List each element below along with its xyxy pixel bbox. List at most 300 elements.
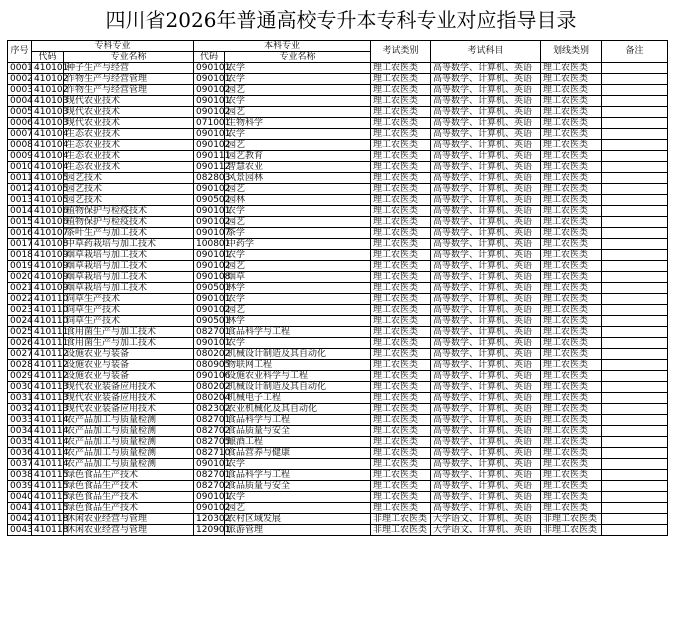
- zhuanke-code-cell: 410107: [32, 228, 64, 239]
- remark-cell: [602, 349, 668, 360]
- benke-code-cell: 090112: [194, 162, 225, 173]
- zhuanke-code-cell: 410108: [32, 239, 64, 250]
- table-row: [8, 525, 668, 536]
- benke-name-cell: 农学: [225, 96, 371, 107]
- zhuanke-name-cell: 饲草生产技术: [64, 316, 194, 327]
- exam-type-cell: 非理工农医类: [371, 525, 431, 536]
- line-type-cell: 理工农医类: [541, 503, 602, 514]
- zhuanke-code-cell: 410113: [32, 382, 64, 393]
- benke-name-cell: 农学: [225, 129, 371, 140]
- table-row: [8, 217, 668, 228]
- exam-subjects-cell: 高等数学、计算机、英语: [431, 283, 541, 294]
- exam-type-cell: 理工农医类: [371, 481, 431, 492]
- table-row: [8, 96, 668, 107]
- remark-cell: [602, 415, 668, 426]
- zhuanke-name-cell: 饲草生产技术: [64, 305, 194, 316]
- table-row: [8, 151, 668, 162]
- seq-cell: 0039: [8, 481, 32, 492]
- line-type-cell: 理工农医类: [541, 74, 602, 85]
- line-type-cell: 理工农医类: [541, 481, 602, 492]
- benke-code-cell: 090102: [194, 217, 225, 228]
- header-seq: 序号: [8, 41, 32, 63]
- remark-cell: [602, 382, 668, 393]
- line-type-cell: 理工农医类: [541, 415, 602, 426]
- exam-type-cell: 理工农医类: [371, 360, 431, 371]
- exam-type-cell: 理工农医类: [371, 283, 431, 294]
- benke-name-cell: 农学: [225, 459, 371, 470]
- benke-name-cell: 茶学: [225, 228, 371, 239]
- exam-subjects-cell: 高等数学、计算机、英语: [431, 239, 541, 250]
- line-type-cell: 理工农医类: [541, 129, 602, 140]
- zhuanke-name-cell: 园艺技术: [64, 184, 194, 195]
- line-type-cell: 理工农医类: [541, 85, 602, 96]
- line-type-cell: 理工农医类: [541, 250, 602, 261]
- seq-cell: 0032: [8, 404, 32, 415]
- remark-cell: [602, 514, 668, 525]
- exam-subjects-cell: 高等数学、计算机、英语: [431, 272, 541, 283]
- zhuanke-name-cell: 食用菌生产与加工技术: [64, 327, 194, 338]
- table-row: [8, 173, 668, 184]
- seq-cell: 0016: [8, 228, 32, 239]
- seq-cell: 0018: [8, 250, 32, 261]
- exam-type-cell: 理工农医类: [371, 316, 431, 327]
- line-type-cell: 理工农医类: [541, 426, 602, 437]
- zhuanke-name-cell: 现代农业装备应用技术: [64, 382, 194, 393]
- benke-name-cell: 农村区域发展: [225, 514, 371, 525]
- seq-cell: 0019: [8, 261, 32, 272]
- benke-name-cell: 食品科学与工程: [225, 327, 371, 338]
- benke-name-cell: 食品质量与安全: [225, 481, 371, 492]
- seq-cell: 0035: [8, 437, 32, 448]
- seq-cell: 0026: [8, 338, 32, 349]
- seq-cell: 0011: [8, 173, 32, 184]
- exam-subjects-cell: 高等数学、计算机、英语: [431, 261, 541, 272]
- line-type-cell: 理工农医类: [541, 404, 602, 415]
- line-type-cell: 理工农医类: [541, 261, 602, 272]
- table-row: [8, 470, 668, 481]
- remark-cell: [602, 85, 668, 96]
- seq-cell: 0040: [8, 492, 32, 503]
- remark-cell: [602, 305, 668, 316]
- benke-code-cell: 120901: [194, 525, 225, 536]
- benke-name-cell: 旅游管理: [225, 525, 371, 536]
- remark-cell: [602, 239, 668, 250]
- benke-name-cell: 园艺: [225, 503, 371, 514]
- benke-name-cell: 烟草: [225, 272, 371, 283]
- exam-type-cell: 理工农医类: [371, 503, 431, 514]
- benke-code-cell: 082705: [194, 437, 225, 448]
- table-row: [8, 448, 668, 459]
- exam-type-cell: 理工农医类: [371, 217, 431, 228]
- zhuanke-name-cell: 生态农业技术: [64, 162, 194, 173]
- benke-code-cell: 090101: [194, 63, 225, 74]
- remark-cell: [602, 261, 668, 272]
- remark-cell: [602, 184, 668, 195]
- exam-subjects-cell: 大学语文、计算机、英语: [431, 514, 541, 525]
- zhuanke-name-cell: 绿色食品生产技术: [64, 503, 194, 514]
- line-type-cell: 理工农医类: [541, 283, 602, 294]
- table-row: [8, 437, 668, 448]
- exam-subjects-cell: 高等数学、计算机、英语: [431, 74, 541, 85]
- benke-code-cell: 090101: [194, 250, 225, 261]
- zhuanke-code-cell: 410110: [32, 316, 64, 327]
- zhuanke-code-cell: 410112: [32, 360, 64, 371]
- header-benke: 本科专业: [194, 41, 371, 52]
- benke-code-cell: 090101: [194, 74, 225, 85]
- exam-type-cell: 理工农医类: [371, 250, 431, 261]
- remark-cell: [602, 129, 668, 140]
- exam-type-cell: 理工农医类: [371, 206, 431, 217]
- zhuanke-code-cell: 410115: [32, 481, 64, 492]
- seq-cell: 0022: [8, 294, 32, 305]
- remark-cell: [602, 371, 668, 382]
- seq-cell: 0041: [8, 503, 32, 514]
- remark-cell: [602, 217, 668, 228]
- zhuanke-name-cell: 现代农业装备应用技术: [64, 393, 194, 404]
- table-row: [8, 371, 668, 382]
- zhuanke-code-cell: 410104: [32, 151, 64, 162]
- table-row: [8, 184, 668, 195]
- benke-code-cell: 080905: [194, 360, 225, 371]
- line-type-cell: 理工农医类: [541, 217, 602, 228]
- line-type-cell: 非理工农医类: [541, 514, 602, 525]
- table-row: [8, 426, 668, 437]
- exam-subjects-cell: 高等数学、计算机、英语: [431, 305, 541, 316]
- table-row: [8, 404, 668, 415]
- benke-name-cell: 园艺: [225, 184, 371, 195]
- zhuanke-name-cell: 设施农业与装备: [64, 349, 194, 360]
- exam-type-cell: 非理工农医类: [371, 514, 431, 525]
- table-row: [8, 129, 668, 140]
- benke-code-cell: 090102: [194, 503, 225, 514]
- exam-type-cell: 理工农医类: [371, 228, 431, 239]
- exam-subjects-cell: 高等数学、计算机、英语: [431, 228, 541, 239]
- remark-cell: [602, 228, 668, 239]
- exam-subjects-cell: 高等数学、计算机、英语: [431, 404, 541, 415]
- exam-type-cell: 理工农医类: [371, 272, 431, 283]
- remark-cell: [602, 250, 668, 261]
- remark-cell: [602, 173, 668, 184]
- benke-code-cell: 090102: [194, 184, 225, 195]
- benke-code-cell: 082302: [194, 404, 225, 415]
- line-type-cell: 理工农医类: [541, 96, 602, 107]
- line-type-cell: 理工农医类: [541, 272, 602, 283]
- exam-type-cell: 理工农医类: [371, 107, 431, 118]
- table-row: [8, 415, 668, 426]
- benke-name-cell: 林学: [225, 316, 371, 327]
- benke-code-cell: 082803: [194, 173, 225, 184]
- zhuanke-name-cell: 种子生产与经营: [64, 63, 194, 74]
- zhuanke-name-cell: 生态农业技术: [64, 151, 194, 162]
- zhuanke-code-cell: 410110: [32, 305, 64, 316]
- seq-cell: 0002: [8, 74, 32, 85]
- line-type-cell: 理工农医类: [541, 294, 602, 305]
- zhuanke-code-cell: 410109: [32, 250, 64, 261]
- exam-type-cell: 理工农医类: [371, 184, 431, 195]
- benke-name-cell: 园艺: [225, 305, 371, 316]
- zhuanke-name-cell: 农产品加工与质量检测: [64, 448, 194, 459]
- benke-code-cell: 090102: [194, 107, 225, 118]
- exam-type-cell: 理工农医类: [371, 426, 431, 437]
- benke-name-cell: 农学: [225, 63, 371, 74]
- header-benke-code: 代码: [194, 52, 225, 63]
- benke-name-cell: 农学: [225, 338, 371, 349]
- exam-type-cell: 理工农医类: [371, 470, 431, 481]
- zhuanke-code-cell: 410114: [32, 415, 64, 426]
- zhuanke-name-cell: 植物保护与检疫技术: [64, 217, 194, 228]
- exam-subjects-cell: 高等数学、计算机、英语: [431, 338, 541, 349]
- benke-name-cell: 酿酒工程: [225, 437, 371, 448]
- document-title: 四川省2026年普通高校专升本专科专业对应指导目录: [105, 8, 577, 32]
- exam-subjects-cell: 高等数学、计算机、英语: [431, 492, 541, 503]
- exam-subjects-cell: 高等数学、计算机、英语: [431, 195, 541, 206]
- exam-subjects-cell: 高等数学、计算机、英语: [431, 503, 541, 514]
- seq-cell: 0015: [8, 217, 32, 228]
- table-row: [8, 118, 668, 129]
- table-row: [8, 294, 668, 305]
- line-type-cell: 理工农医类: [541, 151, 602, 162]
- seq-cell: 0005: [8, 107, 32, 118]
- benke-name-cell: 机械设计制造及其自动化: [225, 349, 371, 360]
- remark-cell: [602, 459, 668, 470]
- zhuanke-code-cell: 410102: [32, 85, 64, 96]
- seq-cell: 0012: [8, 184, 32, 195]
- remark-cell: [602, 140, 668, 151]
- zhuanke-name-cell: 设施农业与装备: [64, 360, 194, 371]
- seq-cell: 0025: [8, 327, 32, 338]
- exam-subjects-cell: 高等数学、计算机、英语: [431, 294, 541, 305]
- header-benke-name: 专业名称: [225, 52, 371, 63]
- table-row: [8, 338, 668, 349]
- benke-name-cell: 物联网工程: [225, 360, 371, 371]
- zhuanke-name-cell: 现代农业技术: [64, 118, 194, 129]
- line-type-cell: 理工农医类: [541, 327, 602, 338]
- zhuanke-code-cell: 410112: [32, 371, 64, 382]
- zhuanke-code-cell: 410115: [32, 503, 64, 514]
- benke-code-cell: 090102: [194, 305, 225, 316]
- line-type-cell: 理工农医类: [541, 393, 602, 404]
- remark-cell: [602, 492, 668, 503]
- benke-code-cell: 090101: [194, 129, 225, 140]
- remark-cell: [602, 195, 668, 206]
- benke-code-cell: 082710: [194, 448, 225, 459]
- zhuanke-code-cell: 410103: [32, 96, 64, 107]
- exam-type-cell: 理工农医类: [371, 371, 431, 382]
- remark-cell: [602, 206, 668, 217]
- table-row: [8, 206, 668, 217]
- exam-type-cell: 理工农医类: [371, 96, 431, 107]
- exam-subjects-cell: 高等数学、计算机、英语: [431, 360, 541, 371]
- benke-name-cell: 园艺: [225, 85, 371, 96]
- zhuanke-name-cell: 绿色食品生产技术: [64, 481, 194, 492]
- zhuanke-name-cell: 饲草生产技术: [64, 294, 194, 305]
- seq-cell: 0028: [8, 360, 32, 371]
- remark-cell: [602, 360, 668, 371]
- table-row: [8, 481, 668, 492]
- seq-cell: 0020: [8, 272, 32, 283]
- header-zhuanke-code: 代码: [32, 52, 64, 63]
- line-type-cell: 理工农医类: [541, 162, 602, 173]
- exam-subjects-cell: 高等数学、计算机、英语: [431, 470, 541, 481]
- remark-cell: [602, 448, 668, 459]
- seq-cell: 0029: [8, 371, 32, 382]
- exam-subjects-cell: 高等数学、计算机、英语: [431, 151, 541, 162]
- benke-code-cell: 090101: [194, 492, 225, 503]
- benke-code-cell: 080202: [194, 382, 225, 393]
- benke-name-cell: 设施农业科学与工程: [225, 371, 371, 382]
- seq-cell: 0010: [8, 162, 32, 173]
- zhuanke-name-cell: 食用菌生产与加工技术: [64, 338, 194, 349]
- benke-name-cell: 农业机械化及其自动化: [225, 404, 371, 415]
- benke-name-cell: 食品科学与工程: [225, 415, 371, 426]
- exam-subjects-cell: 高等数学、计算机、英语: [431, 415, 541, 426]
- exam-type-cell: 理工农医类: [371, 459, 431, 470]
- benke-name-cell: 园艺: [225, 261, 371, 272]
- table-row: [8, 250, 668, 261]
- benke-code-cell: 090102: [194, 140, 225, 151]
- benke-name-cell: 中药学: [225, 239, 371, 250]
- exam-subjects-cell: 高等数学、计算机、英语: [431, 459, 541, 470]
- zhuanke-name-cell: 设施农业与装备: [64, 371, 194, 382]
- zhuanke-code-cell: 410114: [32, 459, 64, 470]
- remark-cell: [602, 74, 668, 85]
- exam-subjects-cell: 高等数学、计算机、英语: [431, 118, 541, 129]
- exam-subjects-cell: 高等数学、计算机、英语: [431, 107, 541, 118]
- benke-code-cell: 082702: [194, 481, 225, 492]
- remark-cell: [602, 162, 668, 173]
- zhuanke-name-cell: 植物保护与检疫技术: [64, 206, 194, 217]
- header-zhuanke-name: 专业名称: [64, 52, 194, 63]
- seq-cell: 0013: [8, 195, 32, 206]
- benke-code-cell: 071001: [194, 118, 225, 129]
- seq-cell: 0006: [8, 118, 32, 129]
- exam-type-cell: 理工农医类: [371, 140, 431, 151]
- zhuanke-name-cell: 休闲农业经营与管理: [64, 525, 194, 536]
- zhuanke-code-cell: 410110: [32, 294, 64, 305]
- line-type-cell: 理工农医类: [541, 459, 602, 470]
- seq-cell: 0014: [8, 206, 32, 217]
- line-type-cell: 理工农医类: [541, 118, 602, 129]
- zhuanke-code-cell: 410114: [32, 426, 64, 437]
- exam-type-cell: 理工农医类: [371, 492, 431, 503]
- table-row: [8, 74, 668, 85]
- zhuanke-name-cell: 中草药栽培与加工技术: [64, 239, 194, 250]
- exam-subjects-cell: 高等数学、计算机、英语: [431, 448, 541, 459]
- exam-type-cell: 理工农医类: [371, 349, 431, 360]
- zhuanke-name-cell: 绿色食品生产技术: [64, 492, 194, 503]
- zhuanke-code-cell: 410109: [32, 261, 64, 272]
- benke-code-cell: 090501: [194, 283, 225, 294]
- table-row: [8, 349, 668, 360]
- zhuanke-code-cell: 410112: [32, 349, 64, 360]
- benke-name-cell: 农学: [225, 250, 371, 261]
- zhuanke-code-cell: 410104: [32, 140, 64, 151]
- benke-code-cell: 090107: [194, 228, 225, 239]
- exam-subjects-cell: 高等数学、计算机、英语: [431, 96, 541, 107]
- table-body: [8, 63, 668, 536]
- line-type-cell: 理工农医类: [541, 63, 602, 74]
- table-row: [8, 85, 668, 96]
- exam-subjects-cell: 高等数学、计算机、英语: [431, 184, 541, 195]
- benke-name-cell: 食品营养与健康: [225, 448, 371, 459]
- zhuanke-code-cell: 410111: [32, 338, 64, 349]
- benke-name-cell: 机械电子工程: [225, 393, 371, 404]
- benke-name-cell: 农学: [225, 294, 371, 305]
- zhuanke-code-cell: 410118: [32, 514, 64, 525]
- remark-cell: [602, 294, 668, 305]
- remark-cell: [602, 63, 668, 74]
- benke-name-cell: 园艺: [225, 107, 371, 118]
- benke-code-cell: 082701: [194, 415, 225, 426]
- benke-code-cell: 090111: [194, 151, 225, 162]
- exam-type-cell: 理工农医类: [371, 393, 431, 404]
- zhuanke-code-cell: 410114: [32, 448, 64, 459]
- table-row: [8, 228, 668, 239]
- benke-name-cell: 园艺: [225, 217, 371, 228]
- line-type-cell: 非理工农医类: [541, 525, 602, 536]
- zhuanke-code-cell: 410106: [32, 217, 64, 228]
- line-type-cell: 理工农医类: [541, 239, 602, 250]
- line-type-cell: 理工农医类: [541, 184, 602, 195]
- zhuanke-name-cell: 烟草栽培与加工技术: [64, 283, 194, 294]
- seq-cell: 0024: [8, 316, 32, 327]
- table-row: [8, 305, 668, 316]
- line-type-cell: 理工农医类: [541, 195, 602, 206]
- exam-type-cell: 理工农医类: [371, 338, 431, 349]
- exam-subjects-cell: 高等数学、计算机、英语: [431, 349, 541, 360]
- line-type-cell: 理工农医类: [541, 305, 602, 316]
- exam-type-cell: 理工农医类: [371, 118, 431, 129]
- exam-subjects-cell: 高等数学、计算机、英语: [431, 426, 541, 437]
- seq-cell: 0043: [8, 525, 32, 536]
- seq-cell: 0021: [8, 283, 32, 294]
- line-type-cell: 理工农医类: [541, 140, 602, 151]
- seq-cell: 0037: [8, 459, 32, 470]
- remark-cell: [602, 393, 668, 404]
- exam-subjects-cell: 高等数学、计算机、英语: [431, 63, 541, 74]
- seq-cell: 0023: [8, 305, 32, 316]
- zhuanke-name-cell: 园艺技术: [64, 195, 194, 206]
- table-row: [8, 382, 668, 393]
- table-row: [8, 514, 668, 525]
- exam-type-cell: 理工农医类: [371, 173, 431, 184]
- zhuanke-code-cell: 410105: [32, 173, 64, 184]
- remark-cell: [602, 503, 668, 514]
- seq-cell: 0001: [8, 63, 32, 74]
- exam-subjects-cell: 大学语文、计算机、英语: [431, 525, 541, 536]
- table-row: [8, 283, 668, 294]
- table-row: [8, 140, 668, 151]
- exam-subjects-cell: 高等数学、计算机、英语: [431, 250, 541, 261]
- seq-cell: 0027: [8, 349, 32, 360]
- exam-type-cell: 理工农医类: [371, 162, 431, 173]
- exam-type-cell: 理工农医类: [371, 404, 431, 415]
- zhuanke-code-cell: 410104: [32, 129, 64, 140]
- exam-type-cell: 理工农医类: [371, 327, 431, 338]
- zhuanke-name-cell: 烟草栽培与加工技术: [64, 272, 194, 283]
- remark-cell: [602, 327, 668, 338]
- remark-cell: [602, 338, 668, 349]
- zhuanke-name-cell: 作物生产与经营管理: [64, 74, 194, 85]
- line-type-cell: 理工农医类: [541, 228, 602, 239]
- zhuanke-name-cell: 茶叶生产与加工技术: [64, 228, 194, 239]
- table-row: [8, 162, 668, 173]
- benke-name-cell: 风景园林: [225, 173, 371, 184]
- exam-subjects-cell: 高等数学、计算机、英语: [431, 140, 541, 151]
- line-type-cell: 理工农医类: [541, 206, 602, 217]
- zhuanke-code-cell: 410109: [32, 283, 64, 294]
- zhuanke-code-cell: 410103: [32, 107, 64, 118]
